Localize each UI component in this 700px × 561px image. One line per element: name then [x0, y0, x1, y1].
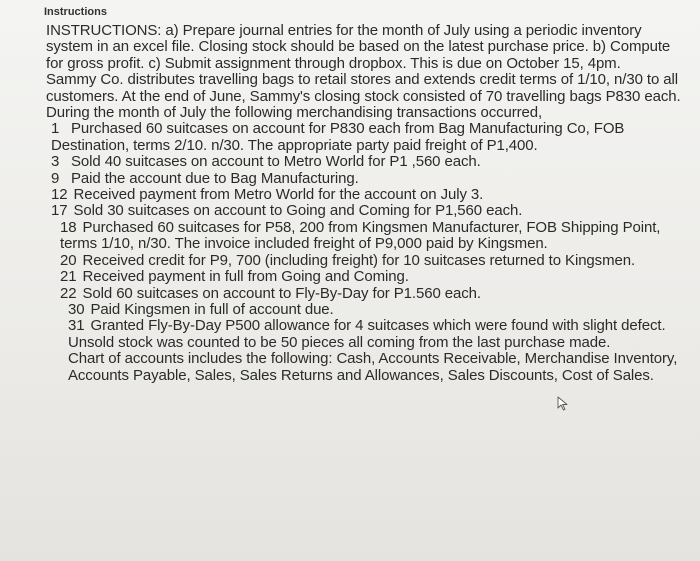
instructions-paragraph: INSTRUCTIONS: a) Prepare journal entries for the month of July using a periodic inventory system in an excel file. Closing stock should be based on the latest purchase price. b) Compute for gross profit. c) Submit assignment through dropbox. This is due on October 15, 4pm.	[46, 22, 671, 72]
transaction-text: Received payment from Metro World for the account on July 3.	[73, 186, 484, 204]
mouse-cursor-icon	[557, 396, 569, 412]
transaction-text: Sold 60 suitcases on account to Fly-By-Day for P1.560 each.	[82, 284, 481, 302]
transaction-text: Granted Fly-By-Day P500 allowance for 4 suitcases which were found with slight defect. Unsold stock was counted to be 50 pieces all coming from the last purchase made.	[68, 317, 666, 351]
transaction-day: 21	[60, 268, 77, 286]
transaction-day: 17	[51, 202, 68, 220]
transaction-item	[46, 253, 686, 269]
transaction-day: 18	[60, 218, 77, 236]
transaction-item	[46, 302, 686, 318]
section-heading: Instructions	[44, 6, 107, 18]
transaction-day: 12	[51, 186, 68, 204]
intro-paragraph: Sammy Co. distributes travelling bags to retail stores and extends credit terms of 1/10, n/30 to all customers. At the end of June, Sammy's closing stock consisted of 70 travelling bags P830 each. During the month of July the following merchandising transactions occurred,	[46, 71, 681, 122]
transaction-day: 31	[68, 317, 85, 335]
transaction-item	[46, 286, 686, 302]
transaction-day: 9	[51, 169, 60, 187]
transaction-day: 20	[60, 251, 77, 269]
instructions-body	[46, 23, 686, 384]
transaction-text: Sold 40 suitcases on account to Metro World for P1 ,560 each.	[71, 153, 481, 171]
transaction-text: Received payment in full from Going and Coming.	[82, 268, 409, 286]
transaction-text: Purchased 60 suitcases for P58, 200 from Kingsmen Manufacturer, FOB Shipping Point, terms 1/10, n/30. The invoice included freight of P9,000 paid by Kingsmen.	[60, 218, 661, 253]
transaction-item	[46, 220, 686, 253]
chart-of-accounts-paragraph: Chart of accounts includes the following: Cash, Accounts Receivable, Merchandise Inventory, Accounts Payable, Sales, Sales Returns and Allowances, Sales Discounts, Cost of Sales.	[68, 350, 678, 384]
transaction-day: 22	[60, 284, 77, 302]
transaction-item	[46, 203, 686, 219]
transaction-text: Purchased 60 suitcases on account for P830 each from Bag Manufacturing Co, FOB Destination, terms 2/10. n/30. The appropriate party paid freight of P1,400.	[51, 120, 625, 154]
transaction-item	[46, 318, 686, 351]
transaction-text: Paid the account due to Bag Manufacturing.	[71, 169, 359, 187]
transaction-text: Received credit for P9, 700 (including freight) for 10 suitcases returned to Kingsmen.	[82, 251, 636, 269]
transaction-item	[46, 121, 686, 154]
transaction-item	[46, 187, 686, 203]
transaction-day: 30	[68, 300, 85, 318]
transaction-day: 1	[51, 120, 60, 138]
transaction-item	[46, 171, 686, 187]
transaction-day: 3	[51, 153, 60, 171]
transaction-item	[46, 154, 686, 170]
transaction-item	[46, 269, 686, 285]
transaction-text: Paid Kingsmen in full of account due.	[90, 300, 334, 318]
transaction-text: Sold 30 suitcases on account to Going and Coming for P1,560 each.	[73, 202, 523, 220]
